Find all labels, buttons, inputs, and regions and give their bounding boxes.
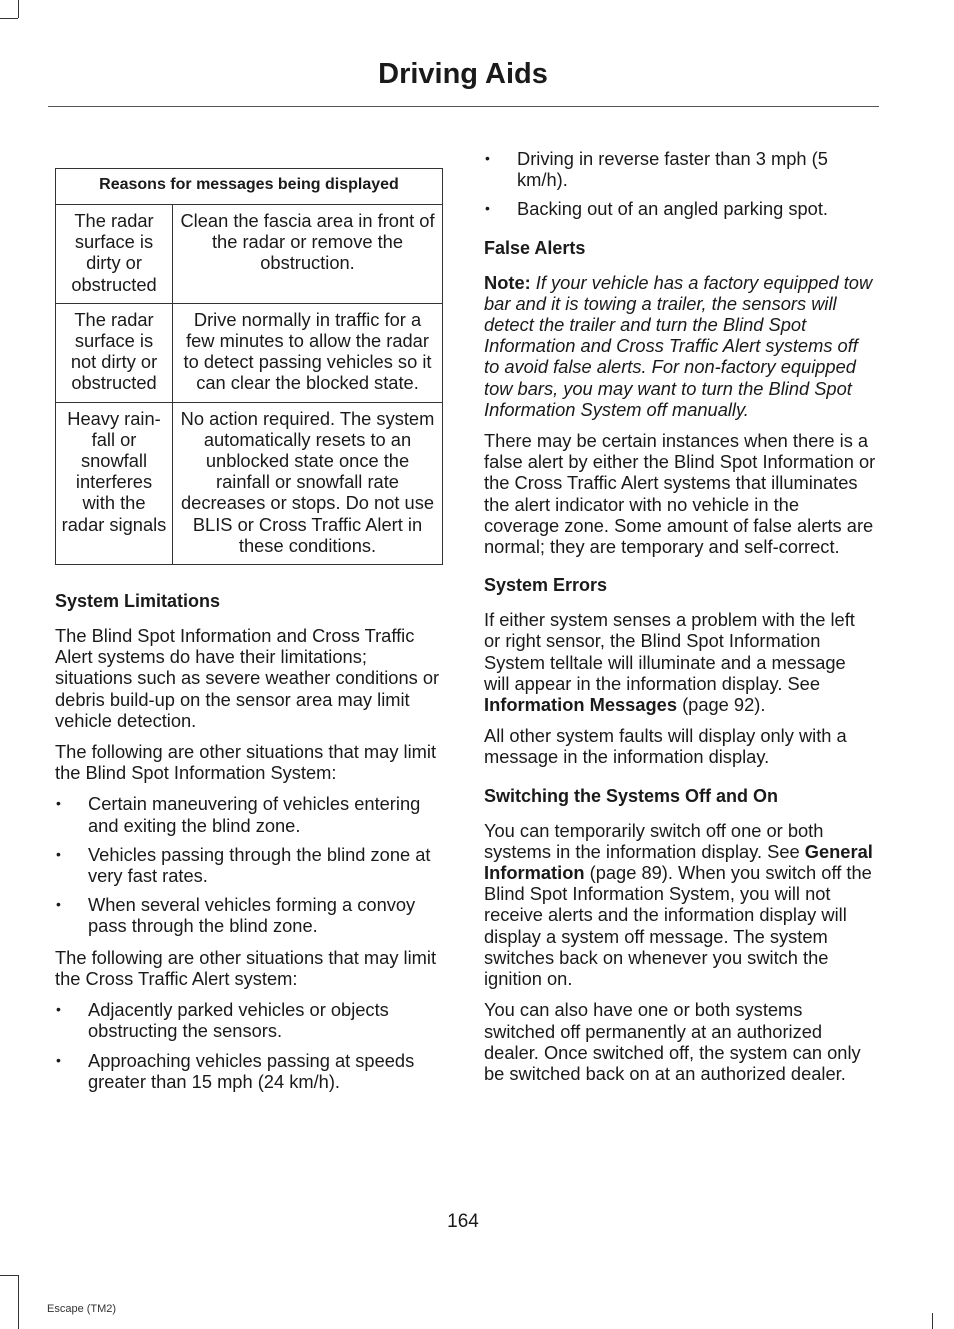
list-item: • Certain maneuvering of vehicles entering and exiting the blind zone.: [55, 793, 445, 835]
table-cell-action: Clean the fascia area in front of the radar or remove the obstruction.: [173, 205, 443, 304]
paragraph: The following are other situations that may limit the Cross Traffic Alert system:: [55, 946, 437, 989]
text-span: (page 89). When you switch off the Blind Spot Information System, you will not receive alerts and the information display will display a system off message. The system switches back on whenever you switch the ignition on.: [484, 862, 872, 990]
footer-label: Escape (TM2): [47, 1303, 117, 1315]
note-paragraph: [484, 272, 876, 420]
cross-reference-link[interactable]: General Information: [484, 840, 873, 884]
reasons-table: [55, 168, 443, 565]
table-cell-cause: Heavy rain-fall or snowfall interferes with the radar signals: [56, 402, 173, 564]
list-item: • Driving in reverse faster than 3 mph (5 km/h).: [484, 148, 876, 190]
bullet-list: [55, 999, 445, 1092]
section-heading-system-limitations: System Limitations: [55, 591, 221, 612]
cross-reference-link[interactable]: Information Messages: [484, 694, 678, 716]
paragraph: There may be certain instances when there is a false alert by either the Blind Spot Information or the Cross Traffic Alert systems that illuminates the alert indicator with no vehicle in the coverage zone. Some amount of false alerts are normal; they are temporary and self-correct.: [484, 430, 876, 558]
paragraph: The following are other situations that may limit the Blind Spot Information System:: [55, 741, 437, 784]
paragraph: You can also have one or both systems switched off permanently at an authorized dealer. Once switched off, the system can only be switched back on at an authorized dealer.: [484, 999, 861, 1084]
left-column: [55, 168, 445, 1102]
text-span: If either system senses a problem with the left or right sensor, the Blind Spot Information System telltale will illuminate and a message will appear in the information display. See: [484, 609, 855, 694]
text-span: You can temporarily switch off one or both systems in the information display. See: [484, 819, 824, 862]
table-header: Reasons for messages being displayed: [56, 169, 443, 205]
page-title: Driving Aids: [378, 58, 548, 90]
table-cell-cause: The radar surface is dirty or obstructed: [56, 205, 173, 304]
crop-mark: [18, 0, 19, 18]
section-heading-switching: Switching the Systems Off and On: [484, 785, 779, 806]
list-item: • Backing out of an angled parking spot.: [484, 198, 876, 219]
section-heading-system-errors: System Errors: [484, 575, 608, 596]
table-cell-action: Drive normally in traffic for a few minutes to allow the radar to detect passing vehicles so it can clear the blocked state.: [173, 303, 443, 402]
crop-mark: [18, 1275, 19, 1329]
list-item: • Adjacently parked vehicles or objects obstructing the sensors.: [55, 999, 445, 1041]
list-item: • Vehicles passing through the blind zone at very fast rates.: [55, 844, 445, 886]
crop-mark: [0, 1275, 18, 1276]
text-span: (page 92).: [677, 694, 766, 716]
paragraph: [484, 609, 876, 715]
table-cell-cause: The radar surface is not dirty or obstructed: [56, 303, 173, 402]
paragraph: The Blind Spot Information and Cross Traffic Alert systems do have their limitations; situations such as severe weather conditions or debris build-up on the sensor area may limit vehicle detection.: [55, 625, 440, 731]
bullet-list: [55, 793, 445, 936]
title-divider: [48, 106, 879, 107]
section-heading-false-alerts: False Alerts: [484, 237, 586, 258]
table-row: [56, 303, 443, 402]
table-row: [56, 402, 443, 564]
note-label: Note:: [484, 271, 531, 293]
page-number: 164: [447, 1211, 479, 1232]
right-column: [484, 148, 876, 1094]
table-row: [56, 205, 443, 304]
table-cell-action: No action required. The system automatically resets to an unblocked state once the rainfall or snowfall rate decreases or stops. Do not use BLIS or Cross Traffic Alert in these conditions.: [173, 402, 443, 564]
note-text: If your vehicle has a factory equipped tow bar and it is towing a trailer, the sensors will detect the trailer and turn the Blind Spot Information and Cross Traffic Alert systems off to avoid false alerts. For non-factory equipped tow bars, you may want to turn the Blind Spot Information System off manually.: [484, 271, 873, 420]
list-item: • When several vehicles forming a convoy pass through the blind zone.: [55, 894, 445, 936]
bullet-list: [484, 148, 876, 220]
crop-mark: [0, 18, 18, 19]
list-item: • Approaching vehicles passing at speeds greater than 15 mph (24 km/h).: [55, 1050, 445, 1092]
paragraph: [484, 820, 876, 990]
paragraph: All other system faults will display only with a message in the information display.: [484, 725, 847, 768]
crop-mark: [932, 1313, 933, 1329]
